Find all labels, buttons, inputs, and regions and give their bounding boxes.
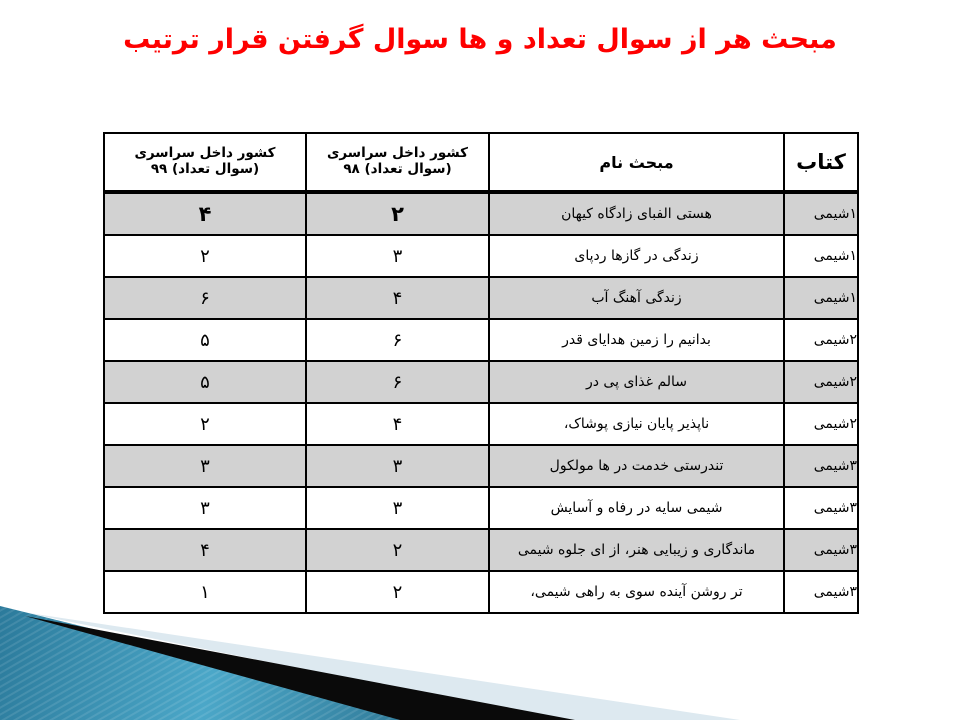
cell-q99: ۳ xyxy=(104,445,306,487)
header-99-line2: ۹۹ (تعداد سوال) xyxy=(150,161,260,177)
cell-book: شیمی۲ xyxy=(784,319,858,361)
cell-book: شیمی۲ xyxy=(784,361,858,403)
cell-topic: شیمی جلوه ای از هنر، زیبایی و ماندگاری xyxy=(489,529,784,571)
cell-topic: ردپای گازها در زندگی xyxy=(489,235,784,277)
cell-q99: ۵ xyxy=(104,361,306,403)
cell-topic: آسایش و رفاه در سایه شیمی xyxy=(489,487,784,529)
table-row xyxy=(104,529,858,571)
cell-topic: پوشاک، نیازی پایان ناپذیر xyxy=(489,403,784,445)
cell-book: شیمی۳ xyxy=(784,487,858,529)
cell-book: شیمی۱ xyxy=(784,192,858,235)
cell-topic: آب آهنگ زندگی xyxy=(489,277,784,319)
header-col-99 xyxy=(104,133,306,192)
cell-q98: ۳ xyxy=(306,487,489,529)
cell-topic: شیمی، راهی به سوی آینده روشن تر xyxy=(489,571,784,613)
header-98-line1: سراسری داخل کشور xyxy=(327,145,468,162)
table-row xyxy=(104,445,858,487)
slide-title: ترتیب قرار گرفتن سوال ها و تعداد سوال از هر مبحث xyxy=(123,24,837,55)
cell-q98: ۳ xyxy=(306,235,489,277)
cell-topic: مولکول ها در خدمت تندرستی xyxy=(489,445,784,487)
cell-q99: ۴ xyxy=(104,529,306,571)
cell-q99: ۴ xyxy=(104,192,306,235)
header-col-book: کتاب xyxy=(784,133,858,192)
cell-q98: ۲ xyxy=(306,529,489,571)
cell-book: شیمی۲ xyxy=(784,403,858,445)
header-row xyxy=(104,133,858,192)
cell-book: شیمی۳ xyxy=(784,445,858,487)
table-body xyxy=(104,192,858,613)
cell-book: شیمی۱ xyxy=(784,277,858,319)
table-row xyxy=(104,361,858,403)
table-row xyxy=(104,235,858,277)
bottom-decoration xyxy=(0,600,960,720)
header-99-line1: سراسری داخل کشور xyxy=(134,145,276,162)
header-98-line2: ۹۸ (تعداد سوال) xyxy=(343,161,452,177)
cell-q98: ۲ xyxy=(306,192,489,235)
cell-q99: ۲ xyxy=(104,235,306,277)
cell-q98: ۲ xyxy=(306,571,489,613)
cell-q98: ۶ xyxy=(306,319,489,361)
cell-book: شیمی۱ xyxy=(784,235,858,277)
table-row xyxy=(104,277,858,319)
table-row xyxy=(104,319,858,361)
cell-q99: ۱ xyxy=(104,571,306,613)
cell-q98: ۶ xyxy=(306,361,489,403)
table-row xyxy=(104,487,858,529)
cell-q98: ۴ xyxy=(306,277,489,319)
cell-q98: ۴ xyxy=(306,403,489,445)
cell-topic: در پی غذای سالم xyxy=(489,361,784,403)
cell-topic: قدر هدایای زمین را بدانیم xyxy=(489,319,784,361)
cell-q99: ۲ xyxy=(104,403,306,445)
cell-q99: ۶ xyxy=(104,277,306,319)
cell-book: شیمی۳ xyxy=(784,571,858,613)
cell-q99: ۳ xyxy=(104,487,306,529)
table-row xyxy=(104,192,858,235)
cell-q98: ۳ xyxy=(306,445,489,487)
cell-q99: ۵ xyxy=(104,319,306,361)
exam-table xyxy=(103,132,859,614)
cell-book: شیمی۳ xyxy=(784,529,858,571)
cell-topic: کیهان زادگاه الفبای هستی xyxy=(489,192,784,235)
header-col-98 xyxy=(306,133,489,192)
table-row xyxy=(104,403,858,445)
header-col-topic: نام مبحث xyxy=(489,133,784,192)
